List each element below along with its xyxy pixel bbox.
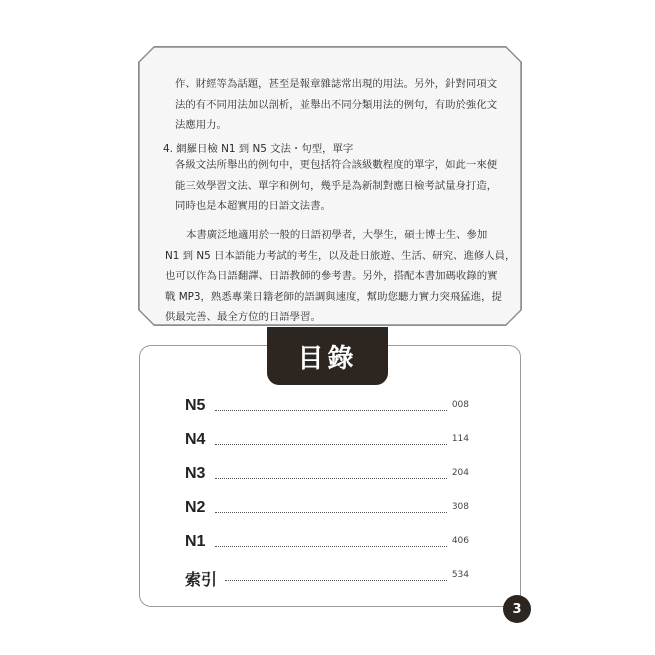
item4-line: 同時也是本超實用的日語文法書。 [175, 200, 331, 212]
toc-level: N4 [185, 431, 206, 448]
toc-level: N1 [185, 533, 206, 550]
toc-entry-index[interactable] [185, 567, 469, 591]
intro-text-top [175, 74, 497, 136]
toc-leader [225, 580, 447, 581]
toc-page: 308 [451, 502, 469, 512]
toc-page: 534 [451, 570, 469, 580]
closing-line: N1 到 N5 日本語能力考試的考生，以及赴日旅遊、生活、研究、進修人員， [165, 249, 516, 262]
closing-line: 本書廣泛地適用於一般的日語初學者，大學生，碩士博士生、參加 [186, 229, 488, 241]
page-number: 3 [503, 595, 531, 623]
intro-line: 作、財經等為話題，甚至是報章雜誌常出現的用法。另外，針對同項文 [175, 78, 498, 90]
toc-level: N2 [185, 499, 206, 516]
toc-entry-n3[interactable] [185, 465, 469, 489]
toc-leader [215, 444, 447, 445]
item4-line: 能三效學習文法、單字和例句，幾乎是為新制對應日檢考試量身打造， [175, 179, 498, 192]
toc-level: N3 [185, 465, 206, 482]
closing-line: 也可以作為日語翻譯、日語教師的參考書。另外，搭配本書加碼收錄的實 [165, 270, 498, 282]
toc-level: 索引 [185, 572, 218, 589]
toc-leader [215, 410, 447, 411]
toc-page: 114 [451, 434, 469, 444]
closing-line: 戰 MP3，熟悉專業日籍老師的語調與速度，幫助您聽力實力突飛猛進，提 [165, 290, 502, 303]
item4-line: 各級文法所舉出的例句中，更包括符合該級數程度的單字，如此一來便 [175, 159, 498, 171]
toc-entry-n4[interactable] [185, 431, 469, 455]
toc-level: N5 [185, 397, 206, 414]
toc-entry-n1[interactable] [185, 533, 469, 557]
closing-line: 供最完善、最全方位的日語學習。 [165, 311, 321, 323]
toc-leader [215, 546, 447, 547]
toc-entry-n2[interactable] [185, 499, 469, 523]
toc-page: 008 [451, 400, 469, 410]
item4-text [175, 155, 497, 217]
intro-line: 法的有不同用法加以剖析，並舉出不同分類用法的例句，有助於強化文 [175, 98, 498, 111]
toc-entry-n5[interactable] [185, 397, 469, 421]
closing-text [165, 225, 515, 328]
toc-leader [215, 478, 447, 479]
toc-page: 406 [451, 536, 469, 546]
item4-title: 4. 網羅日檢 N1 到 N5 文法・句型，單字 [163, 143, 354, 155]
toc-page: 204 [451, 468, 469, 478]
toc-leader [215, 512, 447, 513]
toc-title: 目錄 [267, 327, 388, 385]
intro-line: 法應用力。 [175, 119, 227, 131]
